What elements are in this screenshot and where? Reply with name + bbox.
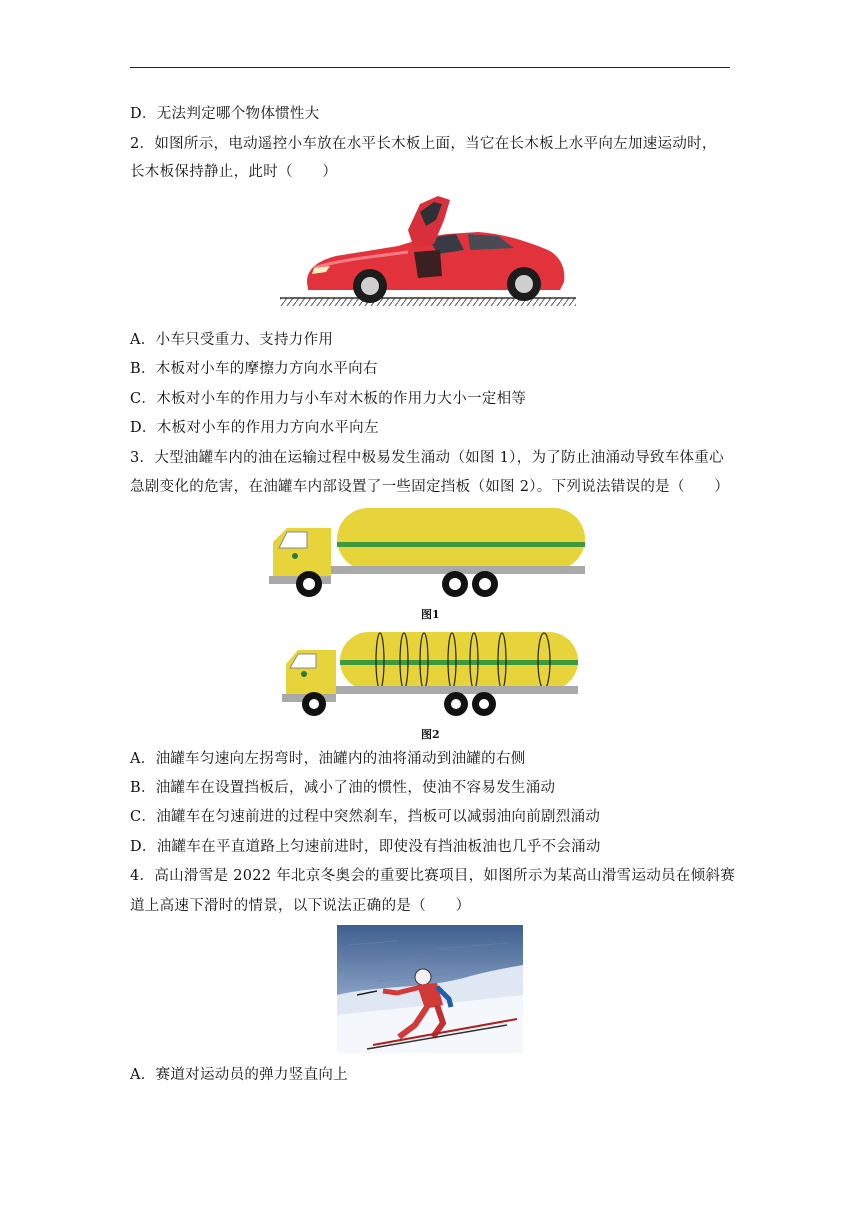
q3-option-d: D．油罐车在平直道路上匀速前进时，即使没有挡油板油也几乎不会涌动 <box>130 839 601 855</box>
q2-stem-line2: 长木板保持静止，此时（ ） <box>130 164 338 180</box>
q4-stem-line1: 4．高山滑雪是 2022 年北京冬奥会的重要比赛项目，如图所示为某高山滑雪运动员在倾斜赛 <box>130 868 736 884</box>
q1-option-d: D．无法判定哪个物体惯性大 <box>130 106 320 122</box>
q2-option-b: B．木板对小车的摩擦力方向水平向右 <box>130 361 378 377</box>
tanker-truck-figure-2 <box>280 628 585 720</box>
skier-figure <box>337 925 523 1053</box>
figure-2-caption: 图2 <box>421 728 440 741</box>
q2-option-c: C．木板对小车的作用力与小车对木板的作用力大小一定相等 <box>130 391 527 407</box>
q3-stem-line2: 急剧变化的危害，在油罐车内部设置了一些固定挡板（如图 2）。下列说法错误的是（ ） <box>130 479 730 495</box>
q2-option-a: A．小车只受重力、支持力作用 <box>130 332 334 348</box>
header-rule <box>130 67 730 68</box>
car-on-board-figure <box>278 190 578 310</box>
q3-option-b: B．油罐车在设置挡板后，减小了油的惯性，使油不容易发生涌动 <box>130 780 556 796</box>
q2-stem-line1: 2．如图所示，电动遥控小车放在水平长木板上面，当它在长木板上水平向左加速运动时， <box>130 136 717 152</box>
q3-option-c: C．油罐车在匀速前进的过程中突然刹车，挡板可以减弱油向前剧烈涌动 <box>130 809 601 825</box>
tanker-truck-figure-1 <box>265 506 590 602</box>
q4-option-a: A．赛道对运动员的弹力竖直向上 <box>130 1067 348 1083</box>
figure-1-caption: 图1 <box>421 608 440 621</box>
q3-stem-line1: 3．大型油罐车内的油在运输过程中极易发生涌动（如图 1），为了防止油涌动导致车体重心 <box>130 450 724 466</box>
q3-option-a: A．油罐车匀速向左拐弯时，油罐内的油将涌动到油罐的右侧 <box>130 751 526 767</box>
q4-stem-line2: 道上高速下滑时的情景，以下说法正确的是（ ） <box>130 898 471 914</box>
q2-option-d: D．木板对小车的作用力方向水平向左 <box>130 420 379 436</box>
